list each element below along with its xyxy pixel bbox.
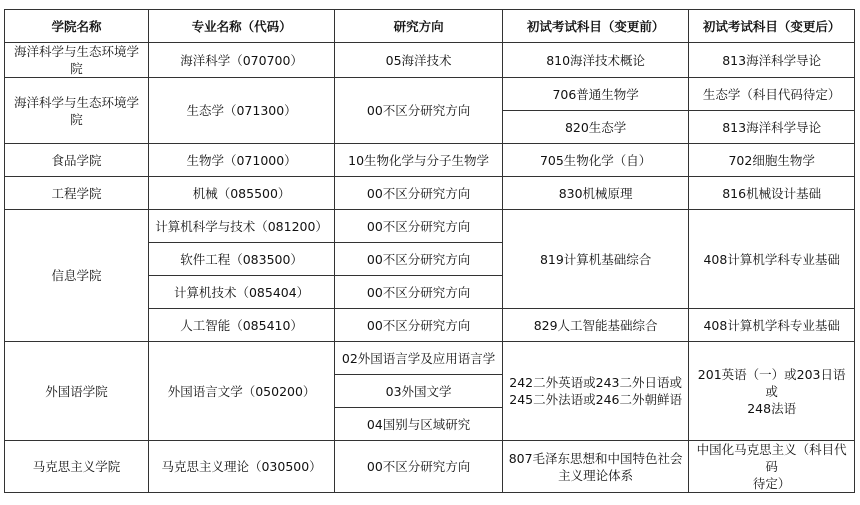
subject-after-cell: 816机械设计基础	[689, 177, 855, 210]
major-cell: 软件工程（083500）	[148, 243, 334, 276]
table-row	[5, 342, 855, 375]
subject-before-cell: 705生物化学（自）	[502, 144, 688, 177]
table-row	[5, 441, 855, 493]
subject-before-line-1: 807毛泽东思想和中国特色社会	[508, 450, 683, 466]
major-cell: 机械（085500）	[148, 177, 334, 210]
major-cell: 外国语言文学（050200）	[148, 342, 334, 441]
header-college: 学院名称	[5, 10, 149, 43]
subject-before-line-2: 主义理论体系	[558, 467, 634, 483]
subject-before-cell: 706普通生物学	[502, 78, 688, 111]
table-row	[5, 144, 855, 177]
college-cell: 马克思主义学院	[5, 441, 149, 493]
major-cell: 生物学（071000）	[148, 144, 334, 177]
subject-after-cell: 408计算机学科专业基础	[689, 309, 855, 342]
subject-before-cell	[502, 342, 688, 441]
table-row	[5, 210, 855, 243]
subject-before-line-2: 245二外法语或246二外朝鲜语	[509, 392, 682, 407]
college-cell: 信息学院	[5, 210, 149, 342]
subject-before-cell: 820生态学	[502, 111, 688, 144]
table-row	[5, 78, 855, 111]
college-cell: 海洋科学与生态环境学院	[5, 78, 149, 144]
header-direction: 研究方向	[335, 10, 503, 43]
major-cell: 计算机技术（085404）	[148, 276, 334, 309]
college-cell: 食品学院	[5, 144, 149, 177]
direction-cell: 04国别与区域研究	[335, 408, 503, 441]
major-cell: 人工智能（085410）	[148, 309, 334, 342]
subject-after-cell: 813海洋科学导论	[689, 111, 855, 144]
major-cell: 生态学（071300）	[148, 78, 334, 144]
college-cell: 工程学院	[5, 177, 149, 210]
subject-after-line-1: 201英语（一）或203日语或	[697, 366, 846, 399]
subject-after-cell: 702细胞生物学	[689, 144, 855, 177]
subject-before-cell: 810海洋技术概论	[502, 43, 688, 78]
direction-cell: 00不区分研究方向	[335, 276, 503, 309]
college-cell: 海洋科学与生态环境学院	[5, 43, 149, 78]
header-major: 专业名称（代码）	[148, 10, 334, 43]
header-subject-after: 初试考试科目（变更后）	[689, 10, 855, 43]
subject-before-cell: 819计算机基础综合	[502, 210, 688, 309]
direction-cell: 00不区分研究方向	[335, 243, 503, 276]
table-row	[5, 177, 855, 210]
direction-cell: 00不区分研究方向	[335, 210, 503, 243]
direction-cell: 05海洋技术	[335, 43, 503, 78]
subject-after-cell: 生态学（科目代码待定）	[689, 78, 855, 111]
subject-before-line-1: 242二外英语或243二外日语或	[509, 375, 682, 390]
subject-before-cell	[502, 441, 688, 493]
table-row	[5, 43, 855, 78]
direction-cell: 00不区分研究方向	[335, 309, 503, 342]
subject-after-cell	[689, 441, 855, 493]
subject-change-table	[4, 9, 855, 493]
major-cell: 海洋科学（070700）	[148, 43, 334, 78]
subject-after-line-1: 中国化马克思主义（科目代码	[696, 442, 847, 474]
subject-after-cell	[689, 342, 855, 441]
college-cell: 外国语学院	[5, 342, 149, 441]
header-row	[5, 10, 855, 43]
subject-before-cell: 829人工智能基础综合	[502, 309, 688, 342]
subject-after-line-2: 248法语	[747, 400, 797, 416]
subject-after-cell: 813海洋科学导论	[689, 43, 855, 78]
major-cell: 计算机科学与技术（081200）	[148, 210, 334, 243]
direction-cell: 02外国语言学及应用语言学	[335, 342, 503, 375]
subject-before-cell: 830机械原理	[502, 177, 688, 210]
header-subject-before: 初试考试科目（变更前）	[502, 10, 688, 43]
direction-cell: 00不区分研究方向	[335, 78, 503, 144]
direction-cell: 03外国文学	[335, 375, 503, 408]
direction-cell: 00不区分研究方向	[335, 441, 503, 493]
major-cell: 马克思主义理论（030500）	[148, 441, 334, 493]
subject-after-line-2: 待定）	[752, 476, 791, 491]
direction-cell: 10生物化学与分子生物学	[335, 144, 503, 177]
subject-after-cell: 408计算机学科专业基础	[689, 210, 855, 309]
direction-cell: 00不区分研究方向	[335, 177, 503, 210]
